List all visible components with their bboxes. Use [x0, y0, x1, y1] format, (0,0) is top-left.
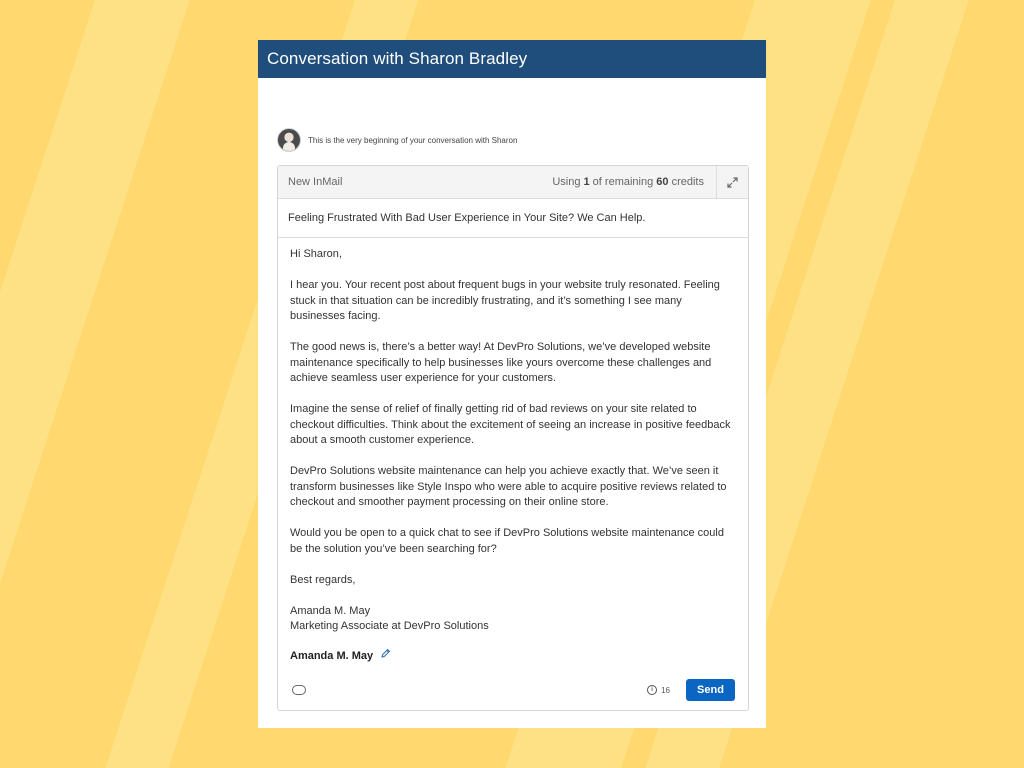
message-body-input[interactable]	[278, 238, 748, 665]
inmail-composer	[277, 165, 749, 711]
conversation-title: Conversation with Sharon Bradley	[258, 40, 766, 78]
signature-block	[290, 604, 736, 635]
conversation-intro	[277, 128, 517, 152]
credits-info: Using 1 of remaining 60 credits	[552, 176, 704, 188]
send-button[interactable]: Send	[686, 679, 735, 701]
body-paragraph: DevPro Solutions website maintenance can help you achieve exactly that. We’ve seen it transform businesses like Style Inspo who were able to acquire positive reviews related to checkout and smoother payment processing on their online store.	[290, 465, 727, 508]
signature-selector	[290, 648, 736, 665]
pencil-icon	[380, 648, 391, 659]
expand-button[interactable]	[716, 166, 748, 198]
attachment-icon[interactable]	[292, 685, 306, 695]
conversation-panel	[258, 40, 766, 728]
character-count: 16	[661, 685, 670, 695]
closing: Best regards,	[290, 573, 356, 586]
signature-title: Marketing Associate at DevPro Solutions	[290, 620, 489, 632]
edit-signature-button[interactable]	[380, 648, 391, 665]
body-paragraph: The good news is, there’s a better way! At DevPro Solutions, we’ve developed website maintenance specifically to help businesses like yours overcome these challenges and achieve seamless user experience for your customers.	[290, 341, 712, 384]
subject-input[interactable]: Feeling Frustrated With Bad User Experience in Your Site? We Can Help.	[278, 199, 748, 238]
signature-label: Amanda M. May	[290, 649, 374, 662]
intro-text: This is the very beginning of your conversation with Sharon	[308, 135, 518, 145]
body-paragraph: I hear you. Your recent post about frequent bugs in your website truly resonated. Feeling stuck in that situation can be incredibly frustrating, and it’s something I see many businesses facing.	[290, 279, 720, 322]
info-icon: i	[647, 685, 657, 695]
composer-toolbar	[278, 166, 748, 199]
signature-name: Amanda M. May	[290, 604, 371, 617]
body-paragraph: Would you be open to a quick chat to see if DevPro Solutions website maintenance could be the solution you’ve been searching for?	[290, 527, 724, 555]
character-counter	[647, 685, 670, 695]
body-paragraph: Imagine the sense of relief of finally getting rid of bad reviews on your site related to checkout difficulties. Think about the excitement of seeing an increase in positive feedback about a smooth customer experience.	[290, 403, 731, 446]
avatar	[277, 128, 301, 152]
new-inmail-label: New InMail	[288, 176, 343, 188]
composer-footer	[278, 670, 748, 710]
greeting: Hi Sharon,	[290, 248, 342, 260]
expand-icon	[727, 177, 738, 188]
